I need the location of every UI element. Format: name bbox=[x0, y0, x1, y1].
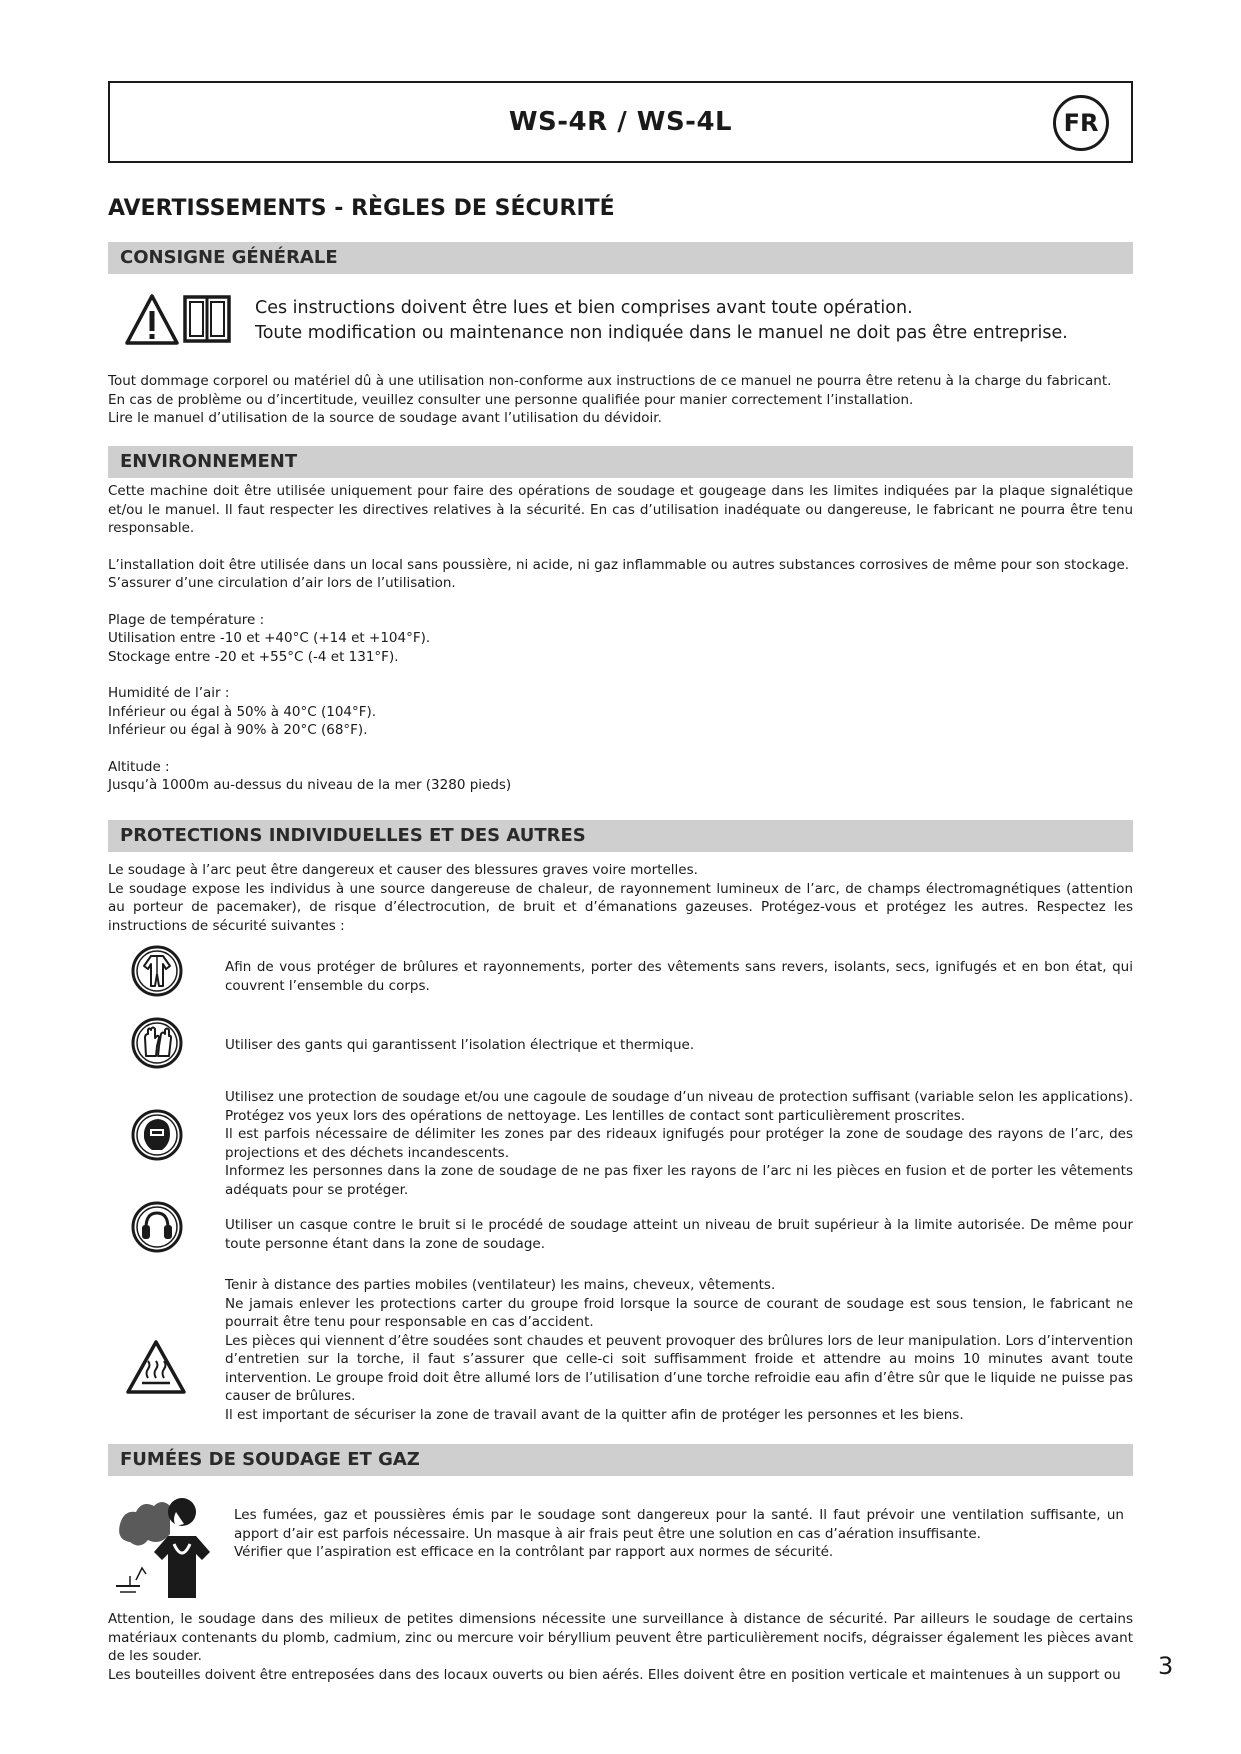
gloves-icon bbox=[130, 1016, 184, 1070]
general-intro bbox=[255, 296, 1115, 346]
section-heading-general: CONSIGNE GÉNÉRALE bbox=[108, 242, 1133, 274]
welding-fumes-icon bbox=[110, 1490, 220, 1602]
ear-protection-icon bbox=[130, 1200, 184, 1254]
protections-item-icon-wrap bbox=[130, 1200, 184, 1254]
general-paragraph bbox=[108, 372, 1133, 428]
protections-item-line: Il est important de sécuriser la zone de travail avant de la quitter afin de protéger les personnes et les biens. bbox=[225, 1406, 964, 1423]
section-heading-fumes: FUMÉES DE SOUDAGE ET GAZ bbox=[108, 1444, 1133, 1476]
protections-item-text bbox=[225, 958, 1133, 995]
protections-item-line: Utiliser un casque contre le bruit si le procédé de soudage atteint un niveau de bruit supérieur à la limite autorisée. De même pour toute personne étant dans la zone de soudage. bbox=[225, 1217, 1133, 1252]
language-badge: FR bbox=[1053, 95, 1109, 151]
general-paragraph-line: Lire le manuel d’utilisation de la source de soudage avant l’utilisation du dévidoir. bbox=[108, 410, 662, 426]
protections-item-icon-wrap bbox=[130, 1108, 184, 1162]
temperature-line: Utilisation entre -10 et +40°C (+14 et +104°F). bbox=[108, 630, 431, 646]
section-heading-environment: ENVIRONNEMENT bbox=[108, 446, 1133, 478]
temperature-line: Stockage entre -20 et +55°C (-4 et 131°F). bbox=[108, 648, 399, 665]
main-title: AVERTISSEMENTS - RÈGLES DE SÉCURITÉ bbox=[108, 196, 615, 221]
protections-intro-line: Le soudage à l’arc peut être dangereux et causer des blessures graves voire mortelles. bbox=[108, 862, 698, 878]
protections-item-line: Utilisez une protection de soudage et/ou une cagoule de soudage d’un niveau de protection suffisant (variable selon les applications). Protégez vos yeux lors des opérations de nettoyage. Les lentilles de contact sont particulièrement proscrites. bbox=[225, 1089, 1133, 1124]
hot-surface-warning-icon bbox=[124, 1338, 188, 1396]
fumes-icon-line: Vérifier que l’aspiration est efficace en la contrôlant par rapport aux normes de sécurité. bbox=[234, 1544, 834, 1560]
header-box bbox=[108, 81, 1133, 163]
warning-triangle-icon bbox=[124, 292, 180, 348]
general-intro-line: Ces instructions doivent être lues et bien comprises avant toute opération. bbox=[255, 298, 913, 318]
environment-p1: Cette machine doit être utilisée uniquement pour faire des opérations de soudage et gougeage dans les limites indiquées par la plaque signalétique et/ou le manuel. Il faut respecter les directives relatives à la sécurité. En cas d’utilisation inadéquate ou dangereuse, le fabricant ne pourra être tenu responsable. bbox=[108, 483, 1133, 536]
protections-item-line: Informez les personnes dans la zone de soudage de ne pas fixer les rayons de l’arc ni les pièces en fusion et de porter les vêtements adéquats pour se protéger. bbox=[225, 1163, 1133, 1198]
page-number: 3 bbox=[1158, 1652, 1174, 1680]
protections-item-text bbox=[225, 1276, 1133, 1424]
protections-item-line: Les pièces qui viennent d’être soudées sont chaudes et peuvent provoquer des brûlures lors de leur manipulation. Lors d’intervention d’entretien sur la torche, il faut s’assurer que celle-ci soit suffisamment froide et attendre au moins 10 minutes avant toute intervention. Le groupe froid doit être allumé lors de l’utilisation d’une torche refroidie eau afin d’être sûr que le liquide ne puisse pas causer de brûlures. bbox=[225, 1332, 1133, 1404]
manual-book-icon bbox=[182, 292, 232, 346]
humidity-line: Inférieur ou égal à 90% à 20°C (68°F). bbox=[108, 722, 368, 738]
general-intro-line: Toute modification ou maintenance non indiquée dans le manuel ne doit pas être entreprise. bbox=[255, 323, 1068, 343]
protections-item-icon-wrap bbox=[130, 944, 184, 998]
humidity-line: Inférieur ou égal à 50% à 40°C (104°F). bbox=[108, 703, 377, 720]
section-heading-protections: PROTECTIONS INDIVIDUELLES ET DES AUTRES bbox=[108, 820, 1133, 852]
environment-p2-line: L’installation doit être utilisée dans un local sans poussière, ni acide, ni gaz inflammable ou autres substances corrosives de même pour son stockage. bbox=[108, 556, 1130, 573]
general-paragraph-line: Tout dommage corporel ou matériel dû à une utilisation non-conforme aux instructions de ce manuel ne pourra être retenu à la charge du fabricant. bbox=[108, 373, 1112, 389]
environment-p2-line: S’assurer d’une circulation d’air lors de l’utilisation. bbox=[108, 575, 456, 591]
protections-intro bbox=[108, 861, 1133, 935]
manual-book-icon-wrap bbox=[182, 292, 232, 346]
fumes-footer-line: Attention, le soudage dans des milieux de petites dimensions nécessite une surveillance à distance de sécurité. Par ailleurs le soudage de certains matériaux contenants du plomb, cadmium, zinc ou mercure voir béryllium peuvent être particulièrement nocifs, dégraisser également les pièces avant de les souder. bbox=[108, 1611, 1133, 1664]
protections-item-icon-wrap bbox=[130, 1016, 184, 1070]
environment-body bbox=[108, 482, 1133, 795]
protections-item-text bbox=[225, 1088, 1133, 1199]
altitude-line: Altitude : bbox=[108, 758, 170, 775]
protections-item-line: Ne jamais enlever les protections carter du groupe froid lorsque la source de courant de soudage est sous tension, le fabricant ne pourrait être tenu pour responsable en cas d’accident. bbox=[225, 1295, 1133, 1330]
protections-item-icon-wrap bbox=[124, 1338, 188, 1396]
protective-clothing-icon bbox=[130, 944, 184, 998]
fumes-footer bbox=[108, 1610, 1133, 1684]
fumes-footer-line: Les bouteilles doivent être entreposées dans des locaux ouverts ou bien aérés. Elles doivent être en position verticale et maintenues à un support ou bbox=[108, 1666, 1121, 1683]
altitude-line: Jusqu’à 1000m au-dessus du niveau de la mer (3280 pieds) bbox=[108, 777, 512, 793]
protections-item-line: Utiliser des gants qui garantissent l’isolation électrique et thermique. bbox=[225, 1037, 695, 1053]
temperature-line: Plage de température : bbox=[108, 611, 265, 628]
protections-item-text bbox=[225, 1216, 1133, 1253]
protections-intro-line: Le soudage expose les individus à une source dangereuse de chaleur, de rayonnement lumineux de l’arc, de champs électromagnétiques (attention au porteur de pacemaker), de risque d’électrocution, de bruit et d’émanations gazeuses. Protégez-vous et protégez les autres. Respectez les instructions de sécurité suivantes : bbox=[108, 880, 1133, 934]
protections-item-line: Il est parfois nécessaire de délimiter les zones par des rideaux ignifugés pour protéger la zone de soudage des rayons de l’arc, des projections et des déchets incandescents. bbox=[225, 1126, 1133, 1161]
general-paragraph-line: En cas de problème ou d’incertitude, veuillez consulter une personne qualifiée pour manier correctement l’installation. bbox=[108, 391, 914, 408]
protections-item-line: Tenir à distance des parties mobiles (ventilateur) les mains, cheveux, vêtements. bbox=[225, 1277, 776, 1293]
humidity-line: Humidité de l’air : bbox=[108, 685, 230, 701]
warning-manual-icons bbox=[124, 292, 180, 348]
document-title: WS-4R / WS-4L bbox=[508, 107, 733, 137]
fumes-icon-text bbox=[234, 1506, 1124, 1562]
fumes-icon-wrap bbox=[110, 1490, 220, 1602]
fumes-icon-line: Les fumées, gaz et poussières émis par le soudage sont dangereux pour la santé. Il faut prévoir une ventilation suffisante, un apport d’air est parfois nécessaire. Un masque à air frais peut être une solution en cas d’aération insuffisante. bbox=[234, 1507, 1124, 1542]
welding-mask-icon bbox=[130, 1108, 184, 1162]
protections-item-text bbox=[225, 1036, 1133, 1055]
protections-item-line: Afin de vous protéger de brûlures et rayonnements, porter des vêtements sans revers, isolants, secs, ignifugés et en bon état, qui couvrent l’ensemble du corps. bbox=[225, 959, 1133, 994]
